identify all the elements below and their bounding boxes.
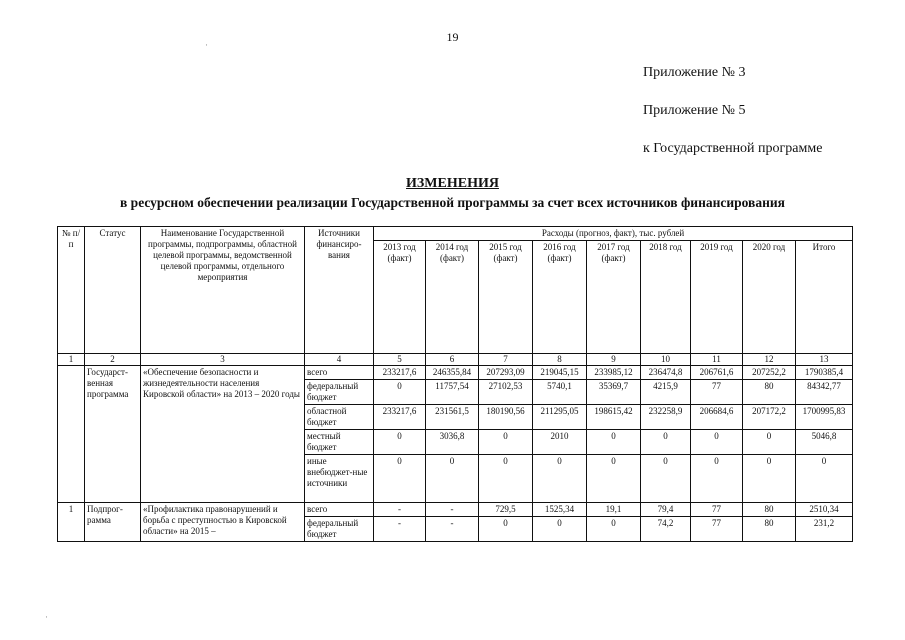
header-year: 2020 год: [743, 241, 796, 354]
value-cell: 77: [691, 517, 743, 542]
column-number: 5: [374, 354, 426, 366]
header-year: 2015 год (факт): [479, 241, 533, 354]
value-cell: 0: [479, 517, 533, 542]
value-cell: 80: [743, 503, 796, 517]
value-cell: 2010: [533, 430, 587, 455]
value-cell: 231561,5: [426, 405, 479, 430]
value-cell: 0: [374, 380, 426, 405]
appendix-line-1: Приложение № 3: [643, 65, 746, 80]
value-cell: 232258,9: [641, 405, 691, 430]
column-number: 9: [587, 354, 641, 366]
value-cell: -: [374, 503, 426, 517]
column-number: 8: [533, 354, 587, 366]
value-cell: 27102,53: [479, 380, 533, 405]
value-cell: 5046,8: [796, 430, 853, 455]
value-cell: 180190,56: [479, 405, 533, 430]
resource-table: [57, 226, 853, 542]
value-cell: 0: [479, 455, 533, 503]
column-number: 4: [305, 354, 374, 366]
column-number-row: [58, 354, 853, 366]
value-cell: 206684,6: [691, 405, 743, 430]
appendix-line-3: к Государственной программе: [643, 141, 823, 156]
value-cell: 0: [743, 455, 796, 503]
column-number: 3: [141, 354, 305, 366]
column-number: 1: [58, 354, 85, 366]
value-cell: 0: [587, 455, 641, 503]
value-cell: 206761,6: [691, 366, 743, 380]
value-cell: 246355,84: [426, 366, 479, 380]
value-cell: 0: [691, 430, 743, 455]
value-cell: 231,2: [796, 517, 853, 542]
value-cell: 219045,15: [533, 366, 587, 380]
value-cell: 19,1: [587, 503, 641, 517]
value-cell: 0: [479, 430, 533, 455]
value-cell: -: [426, 503, 479, 517]
value-cell: 0: [641, 430, 691, 455]
row-source: федеральный бюджет: [305, 380, 374, 405]
scan-mark: ·: [45, 612, 48, 622]
header-year: 2013 год (факт): [374, 241, 426, 354]
document-subtitle: в ресурсном обеспечении реализации Государственной программы за счет всех источников финансирования: [120, 195, 785, 210]
value-cell: 236474,8: [641, 366, 691, 380]
header-source: Источники финансиро-вания: [305, 227, 374, 354]
row-source: всего: [305, 366, 374, 380]
document-title: ИЗМЕНЕНИЯ: [406, 176, 499, 191]
row-source: иные внебюджет-ные источники: [305, 455, 374, 503]
value-cell: 0: [587, 430, 641, 455]
column-number: 2: [85, 354, 141, 366]
value-cell: 233217,6: [374, 405, 426, 430]
scan-mark: ·: [205, 40, 208, 50]
header-expenses: Расходы (прогноз, факт), тыс. рублей: [374, 227, 853, 241]
value-cell: 0: [533, 517, 587, 542]
row-status: Государст-венная программа: [85, 366, 141, 503]
value-cell: 74,2: [641, 517, 691, 542]
column-number: 13: [796, 354, 853, 366]
value-cell: 1525,34: [533, 503, 587, 517]
value-cell: 233217,6: [374, 366, 426, 380]
value-cell: 233985,12: [587, 366, 641, 380]
table-row: [58, 503, 853, 517]
value-cell: 4215,9: [641, 380, 691, 405]
row-source: федеральный бюджет: [305, 517, 374, 542]
value-cell: 3036,8: [426, 430, 479, 455]
value-cell: 80: [743, 380, 796, 405]
value-cell: 0: [533, 455, 587, 503]
row-status: Подпрог-рамма: [85, 503, 141, 542]
value-cell: -: [374, 517, 426, 542]
header-year: 2018 год: [641, 241, 691, 354]
value-cell: 77: [691, 503, 743, 517]
row-source: всего: [305, 503, 374, 517]
value-cell: 0: [796, 455, 853, 503]
column-number: 6: [426, 354, 479, 366]
column-number: 7: [479, 354, 533, 366]
value-cell: 11757,54: [426, 380, 479, 405]
column-number: 10: [641, 354, 691, 366]
value-cell: 2510,34: [796, 503, 853, 517]
row-source: местный бюджет: [305, 430, 374, 455]
value-cell: 5740,1: [533, 380, 587, 405]
value-cell: 0: [691, 455, 743, 503]
value-cell: 84342,77: [796, 380, 853, 405]
column-number: 12: [743, 354, 796, 366]
value-cell: 0: [374, 455, 426, 503]
table-header-row: [58, 227, 853, 241]
page-number: 19: [446, 30, 459, 44]
value-cell: 729,5: [479, 503, 533, 517]
value-cell: 0: [641, 455, 691, 503]
table-row: [58, 366, 853, 380]
value-cell: 35369,7: [587, 380, 641, 405]
value-cell: 0: [587, 517, 641, 542]
appendix-line-2: Приложение № 5: [643, 103, 746, 118]
column-number: 11: [691, 354, 743, 366]
value-cell: 207293,09: [479, 366, 533, 380]
value-cell: 79,4: [641, 503, 691, 517]
header-year: 2014 год (факт): [426, 241, 479, 354]
header-year: 2017 год (факт): [587, 241, 641, 354]
header-total: Итого: [796, 241, 853, 354]
value-cell: 0: [426, 455, 479, 503]
value-cell: 0: [743, 430, 796, 455]
header-year: 2019 год: [691, 241, 743, 354]
header-num: № п/п: [58, 227, 85, 354]
value-cell: 198615,42: [587, 405, 641, 430]
value-cell: 211295,05: [533, 405, 587, 430]
value-cell: 207252,2: [743, 366, 796, 380]
header-status: Статус: [85, 227, 141, 354]
value-cell: 1790385,4: [796, 366, 853, 380]
value-cell: 77: [691, 380, 743, 405]
value-cell: 1700995,83: [796, 405, 853, 430]
value-cell: 80: [743, 517, 796, 542]
value-cell: 0: [374, 430, 426, 455]
value-cell: -: [426, 517, 479, 542]
value-cell: 207172,2: [743, 405, 796, 430]
row-num: [58, 366, 85, 503]
row-name: «Обеспечение безопасности и жизнедеятельности населения Кировской области» на 2013 – 2020 годы: [141, 366, 305, 503]
header-name: Наименование Государственной программы, подпрограммы, областной целевой программы, ведомственной целевой программы, отдельного мероприятия: [141, 227, 305, 354]
row-name: «Профилактика правонарушений и борьба с преступностью в Кировской области» на 2015 –: [141, 503, 305, 542]
header-year: 2016 год (факт): [533, 241, 587, 354]
row-num: 1: [58, 503, 85, 542]
row-source: областной бюджет: [305, 405, 374, 430]
